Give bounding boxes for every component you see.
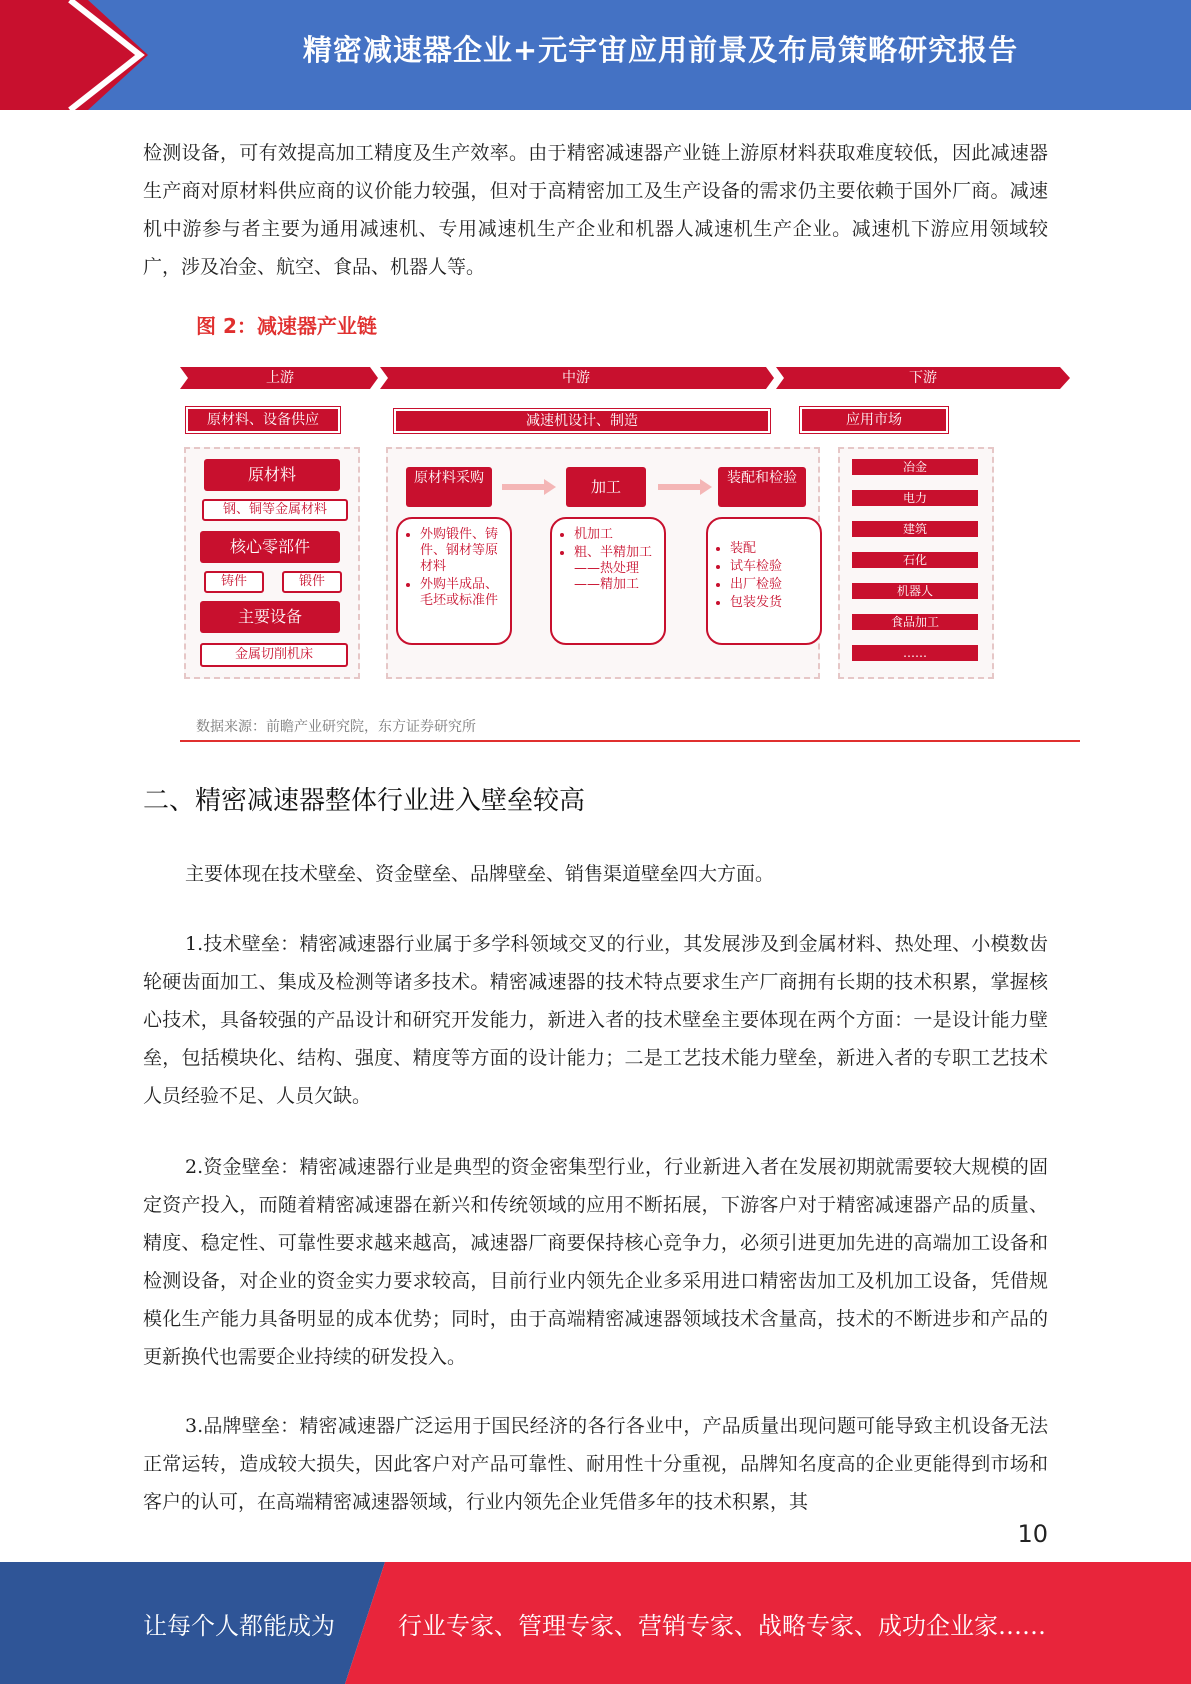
- stage-upstream: 上游: [266, 370, 294, 386]
- figure-title: 图 2：减速器产业链: [196, 314, 377, 338]
- header-chevron-icon: [0, 0, 160, 110]
- category-market: 应用市场: [800, 407, 948, 433]
- main-equipment-detail: 金属切削机床: [200, 643, 348, 667]
- assembly-bullet: • 出厂检验: [730, 577, 814, 593]
- processing-bullet: • 粗、半精加工——热处理——精加工: [574, 545, 658, 593]
- assembly-bullet: • 试车检验: [730, 559, 814, 575]
- raw-materials-box: 原材料: [204, 459, 340, 491]
- category-supply: 原材料、设备供应: [186, 407, 340, 433]
- stage-downstream: 下游: [909, 370, 937, 386]
- page-number: 10: [1017, 1520, 1048, 1548]
- report-title: 精密减速器企业+元宇宙应用前景及布局策略研究报告: [302, 33, 1019, 67]
- market-item: ……: [852, 645, 978, 661]
- tech-barrier-paragraph: 1.技术壁垒：精密减速器行业属于多学科领域交叉的行业，其发展涉及到金属材料、热处理、小模数齿轮硬齿面加工、集成及检测等诸多技术。精密减速器的技术特点要求生产厂商拥有长期的技术积累，掌握核心技术，具备较强的产品设计和研究开发能力，新进入者的技术壁垒主要体现在两个方面：一是设计能力壁垒，包括模块化、结构、强度、精度等方面的设计能力；二是工艺技术能力壁垒，新进入者的专职工艺技术人员经验不足、人员欠缺。: [143, 933, 1048, 1107]
- brand-barrier-paragraph: 3.品牌壁垒：精密减速器广泛运用于国民经济的各行各业中，产品质量出现问题可能导致主机设备无法正常运转，造成较大损失，因此客户对产品可靠性、耐用性十分重视，品牌知名度高的企业更能得到市场和客户的认可，在高端精密减速器领域，行业内领先企业凭借多年的技术积累，其: [143, 1415, 1048, 1513]
- market-item: 石化: [852, 552, 978, 568]
- capital-barrier-paragraph: 2.资金壁垒：精密减速器行业是典型的资金密集型行业，行业新进入者在发展初期就需要较大规模的固定资产投入，而随着精密减速器在新兴和传统领域的应用不断拓展，下游客户对于精密减速器产品的质量、精度、稳定性、可靠性要求越来越高，减速器厂商要保持核心竞争力，必须引进更加先进的高端加工设备和检测设备，对企业的资金实力要求较高，目前行业内领先企业多采用进口精密齿加工及机加工设备，凭借规模化生产能力具备明显的成本优势；同时，由于高端精密减速器领域技术含量高，技术的不断进步和产品的更新换代也需要企业持续的研发投入。: [143, 1156, 1048, 1368]
- procurement-bullet: • 外购半成品、毛坯或标准件: [420, 577, 504, 609]
- assembly-bullet: • 装配: [730, 541, 814, 557]
- procurement-bullet: • 外购锻件、铸件、钢材等原材料: [420, 527, 504, 575]
- midstream-panel: [386, 447, 820, 679]
- stage-midstream: 中游: [562, 370, 590, 386]
- market-item: 食品加工: [852, 614, 978, 630]
- assembly-bullet: • 包装发货: [730, 595, 814, 611]
- figure-diagram: [180, 355, 1080, 705]
- arrow-right-icon: [658, 477, 714, 497]
- industry-chain-figure: [180, 300, 1080, 742]
- downstream-panel: [838, 447, 994, 679]
- footer-slogan-left: 让每个人都能成为: [143, 1612, 335, 1640]
- step-processing-details: [550, 517, 666, 645]
- arrow-right-icon: [502, 477, 558, 497]
- step-procurement-details: [396, 517, 512, 645]
- category-manufacturing: 减速机设计、制造: [394, 409, 770, 433]
- upstream-panel: [184, 447, 360, 679]
- core-part-casting: 铸件: [204, 571, 264, 593]
- page-header: [0, 0, 1191, 110]
- step-assembly-details: [706, 517, 822, 645]
- market-item: 机器人: [852, 583, 978, 599]
- intro-paragraph: 检测设备，可有效提高加工精度及生产效率。由于精密减速器产业链上游原材料获取难度较低，因此减速器生产商对原材料供应商的议价能力较强，但对于高精密加工及生产设备的需求仍主要依赖于国外厂商。减速机中游参与者主要为通用减速机、专用减速机生产企业和机器人减速机生产企业。减速机下游应用领域较广，涉及冶金、航空、食品、机器人等。: [143, 142, 1048, 278]
- market-item: 建筑: [852, 521, 978, 537]
- step-assembly-box: 装配和检验: [718, 467, 806, 507]
- step-procurement-box: 原材料采购: [406, 467, 492, 507]
- page-footer: [0, 1562, 1191, 1684]
- footer-slogan-right: 行业专家、管理专家、营销专家、战略专家、成功企业家……: [398, 1612, 1046, 1640]
- core-part-forging: 锻件: [282, 571, 342, 593]
- raw-materials-detail: 钢、铜等金属材料: [202, 499, 348, 521]
- market-item: 冶金: [852, 459, 978, 475]
- market-item: 电力: [852, 490, 978, 506]
- section-heading: 二、精密减速器整体行业进入壁垒较高: [143, 786, 586, 816]
- step-processing-box: 加工: [566, 467, 646, 507]
- core-parts-box: 核心零部件: [200, 531, 340, 563]
- main-equipment-box: 主要设备: [200, 601, 340, 633]
- figure-source: 数据来源：前瞻产业研究院，东方证券研究所: [196, 719, 476, 735]
- processing-bullet: • 机加工: [574, 527, 658, 543]
- summary-paragraph: 主要体现在技术壁垒、资金壁垒、品牌壁垒、销售渠道壁垒四大方面。: [185, 863, 775, 885]
- figure-divider: [180, 740, 1080, 742]
